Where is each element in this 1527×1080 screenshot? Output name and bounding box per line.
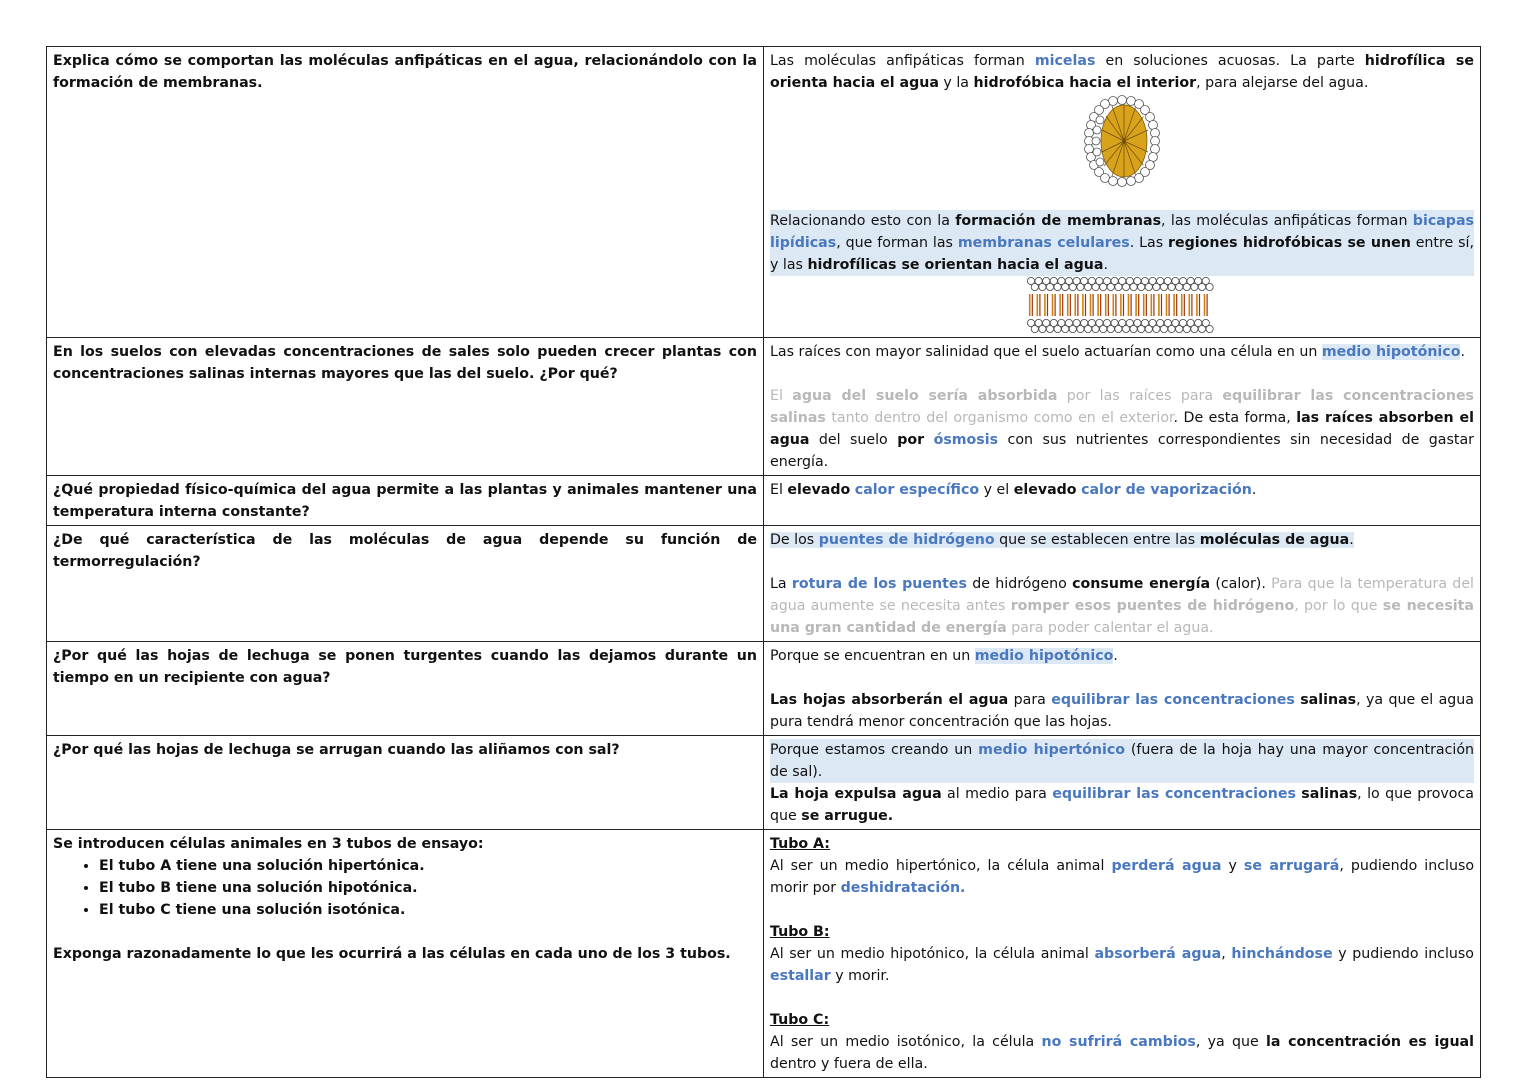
term: elevado bbox=[1013, 482, 1077, 498]
list-item: • El tubo A tiene una solución hipertónica. bbox=[99, 855, 757, 877]
answer-paragraph bbox=[770, 529, 1474, 551]
answer-paragraph bbox=[770, 385, 1474, 473]
text: con sus nutrientes correspondientes sin necesidad de gastar energía. bbox=[770, 432, 1474, 470]
text: , que forman las bbox=[836, 235, 958, 251]
faded-term: romper esos puentes de hidrógeno bbox=[1010, 598, 1295, 614]
faded-text: tanto dentro del organismo como en el exterior bbox=[825, 410, 1174, 426]
faded-text: por las raíces para bbox=[1057, 388, 1223, 404]
term: hidrofílicas se orientan hacia el agua bbox=[807, 257, 1104, 273]
text: , bbox=[1221, 946, 1232, 962]
term: por bbox=[897, 432, 925, 448]
term: equilibrar las concentraciones bbox=[1052, 786, 1296, 802]
table-row bbox=[47, 526, 1481, 642]
answer-cell bbox=[764, 642, 1481, 736]
question-list bbox=[53, 855, 757, 921]
question-text: ¿Por qué las hojas de lechuga se arrugan cuando las aliñamos con sal? bbox=[53, 742, 620, 758]
term: absorberá agua bbox=[1094, 946, 1222, 962]
text: , ya que bbox=[1195, 1034, 1266, 1050]
answer-paragraph bbox=[770, 1031, 1474, 1075]
text: Relacionando esto con la bbox=[770, 213, 956, 229]
list-item: • El tubo B tiene una solución hipotónica. bbox=[99, 877, 757, 899]
table-row bbox=[47, 736, 1481, 830]
term: la concentración es igual bbox=[1266, 1034, 1474, 1050]
term: hidrofílica se orienta hacia el agua bbox=[770, 53, 1474, 91]
text: y morir. bbox=[830, 968, 890, 984]
faded-text: El bbox=[770, 388, 793, 404]
text: de hidrógeno bbox=[966, 576, 1073, 592]
term: elevado bbox=[787, 482, 851, 498]
text: y pudiendo incluso bbox=[1332, 946, 1474, 962]
answer-cell bbox=[764, 338, 1481, 476]
term: perderá agua bbox=[1111, 858, 1222, 874]
text: . bbox=[1113, 648, 1118, 664]
text: . Las bbox=[1129, 235, 1169, 251]
term: bicapas lipídicas bbox=[770, 213, 1474, 251]
faded-text: para poder calentar el agua. bbox=[1006, 620, 1214, 636]
text: . bbox=[1349, 532, 1354, 548]
term: ósmosis bbox=[933, 432, 999, 448]
term: deshidratación. bbox=[840, 880, 966, 896]
term: se arrugará bbox=[1243, 858, 1340, 874]
answer-paragraph bbox=[770, 855, 1474, 899]
text: entre sí, y las bbox=[770, 235, 1474, 273]
question-cell bbox=[47, 830, 764, 1078]
text: para bbox=[1008, 692, 1052, 708]
term: salinas bbox=[1300, 692, 1357, 708]
text: al medio para bbox=[941, 786, 1053, 802]
term: hidrofóbica hacia el interior bbox=[973, 75, 1197, 91]
term: medio hipotónico bbox=[974, 648, 1114, 664]
term: Las hojas absorberán el agua bbox=[770, 692, 1009, 708]
answer-cell bbox=[764, 526, 1481, 642]
text: Al ser un medio hipotónico, la célula animal bbox=[770, 946, 1095, 962]
text: Al ser un medio hipertónico, la célula animal bbox=[770, 858, 1112, 874]
text: El bbox=[770, 482, 788, 498]
table-row bbox=[47, 642, 1481, 736]
text: , ya que el agua pura tendrá menor concentración que las hojas. bbox=[770, 692, 1474, 730]
text: , lo que provoca que bbox=[770, 786, 1474, 824]
term: rotura de los puentes bbox=[791, 576, 967, 592]
answer-paragraph bbox=[770, 739, 1474, 783]
subheading: Tubo A: bbox=[770, 836, 830, 852]
text: en soluciones acuosas. La parte bbox=[1095, 53, 1365, 69]
text: (calor). bbox=[1210, 576, 1272, 592]
answer-cell bbox=[764, 736, 1481, 830]
question-cell bbox=[47, 338, 764, 476]
term: se arrugue. bbox=[801, 808, 894, 824]
question-text: ¿De qué característica de las moléculas de agua depende su función de termorregulación? bbox=[53, 532, 757, 570]
text: Las raíces con mayor salinidad que el suelo actuarían como una célula en un bbox=[770, 344, 1322, 360]
term: hinchándose bbox=[1231, 946, 1333, 962]
answer-cell bbox=[764, 476, 1481, 526]
subheading: Tubo B: bbox=[770, 924, 830, 940]
question-text: En los suelos con elevadas concentraciones de sales solo pueden crecer plantas con concentraciones salinas internas mayores que las del suelo. ¿Por qué? bbox=[53, 344, 757, 382]
term: puentes de hidrógeno bbox=[818, 532, 995, 548]
term: medio hipotónico bbox=[1321, 344, 1461, 360]
term: estallar bbox=[770, 968, 831, 984]
answer-cell bbox=[764, 830, 1481, 1078]
question-cell bbox=[47, 642, 764, 736]
text: Las moléculas anfipáticas forman bbox=[770, 53, 1035, 69]
term: regiones hidrofóbicas se unen bbox=[1168, 235, 1411, 251]
subheading: Tubo C: bbox=[770, 1012, 830, 1028]
answer-paragraph bbox=[770, 645, 1474, 667]
text: que se establecen entre las bbox=[994, 532, 1200, 548]
answer-paragraph bbox=[770, 943, 1474, 987]
answer-paragraph bbox=[770, 689, 1474, 733]
text: , pudiendo incluso morir por bbox=[770, 858, 1475, 896]
answer-paragraph bbox=[770, 783, 1474, 827]
table-row bbox=[47, 830, 1481, 1078]
question-text: ¿Por qué las hojas de lechuga se ponen turgentes cuando las dejamos durante un tiempo en un recipiente con agua? bbox=[53, 648, 757, 686]
faded-term: agua del suelo sería absorbida bbox=[792, 388, 1058, 404]
text: . bbox=[1460, 344, 1465, 360]
term: formación de membranas bbox=[955, 213, 1162, 229]
text: (fuera de la hoja hay una mayor concentración de sal). bbox=[770, 742, 1475, 780]
term: no sufrirá cambios bbox=[1041, 1034, 1196, 1050]
question-text: ¿Qué propiedad físico-química del agua permite a las plantas y animales mantener una temperatura interna constante? bbox=[53, 482, 757, 520]
text: y bbox=[1221, 858, 1244, 874]
answer-paragraph bbox=[770, 210, 1474, 276]
text: . bbox=[1103, 257, 1108, 273]
question-cell bbox=[47, 47, 764, 338]
faded-text: Para que la temperatura del agua aumente se necesita antes bbox=[770, 576, 1474, 614]
lipid-bilayer-illustration bbox=[1027, 276, 1217, 334]
text: Porque se encuentran en un bbox=[770, 648, 975, 664]
term: medio hipertónico bbox=[978, 742, 1126, 758]
text: Porque estamos creando un bbox=[770, 742, 979, 758]
text: La bbox=[770, 576, 792, 592]
question-cell bbox=[47, 736, 764, 830]
qa-table bbox=[46, 46, 1481, 1078]
list-item: • El tubo C tiene una solución isotónica. bbox=[99, 899, 757, 921]
term: las raíces absorben el agua bbox=[770, 410, 1474, 448]
question-cell bbox=[47, 476, 764, 526]
term: equilibrar las concentraciones bbox=[1051, 692, 1295, 708]
answer-paragraph bbox=[770, 341, 1474, 363]
micelle-illustration bbox=[1084, 94, 1160, 188]
answer-cell bbox=[764, 47, 1481, 338]
term: membranas celulares bbox=[957, 235, 1130, 251]
answer-paragraph bbox=[770, 573, 1474, 639]
text: . bbox=[1251, 482, 1257, 498]
question-text: Exponga razonadamente lo que les ocurrirá a las células en cada uno de los 3 tubos. bbox=[53, 946, 731, 962]
text: del suelo bbox=[809, 432, 898, 448]
text: . De esta forma, bbox=[1173, 410, 1297, 426]
text: dentro y fuera de ella. bbox=[770, 1056, 928, 1072]
term: La hoja expulsa agua bbox=[770, 786, 942, 802]
question-cell bbox=[47, 526, 764, 642]
term: calor específico bbox=[854, 482, 980, 498]
table-row bbox=[47, 47, 1481, 338]
term: calor de vaporización bbox=[1081, 482, 1252, 498]
text: y el bbox=[979, 482, 1014, 498]
text: De los bbox=[770, 532, 819, 548]
table-row bbox=[47, 338, 1481, 476]
answer-paragraph bbox=[770, 50, 1474, 94]
term: moléculas de agua bbox=[1199, 532, 1350, 548]
text: y la bbox=[938, 75, 974, 91]
question-text: Se introducen células animales en 3 tubos de ensayo: bbox=[53, 836, 484, 852]
text: Al ser un medio isotónico, la célula bbox=[770, 1034, 1042, 1050]
faded-term: se necesita una gran cantidad de energía bbox=[770, 598, 1474, 636]
text: , para alejarse del agua. bbox=[1196, 75, 1369, 91]
question-text: Explica cómo se comportan las moléculas anfipáticas en el agua, relacionándolo con la formación de membranas. bbox=[53, 53, 757, 91]
text: , las moléculas anfipáticas forman bbox=[1161, 213, 1413, 229]
faded-text: , por lo que bbox=[1294, 598, 1383, 614]
table-row bbox=[47, 476, 1481, 526]
term: salinas bbox=[1301, 786, 1358, 802]
faded-term: equilibrar las concentraciones salinas bbox=[770, 388, 1475, 426]
term: consume energía bbox=[1072, 576, 1211, 592]
term: micelas bbox=[1034, 53, 1096, 69]
